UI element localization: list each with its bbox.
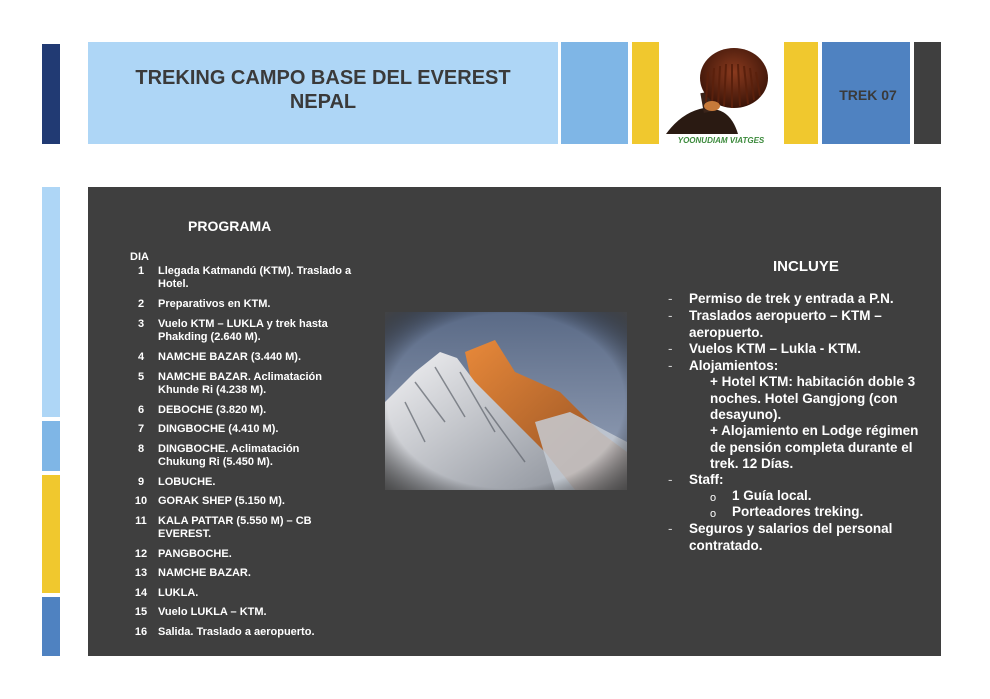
- day-text: NAMCHE BAZAR. Aclimatación Khunde Ri (4.238 M).: [158, 371, 322, 396]
- day-number: 2: [137, 298, 145, 310]
- incluye-aloj-lodge: + Alojamiento en Lodge régimen de pensión completa durante el trek. 12 Días.: [710, 423, 919, 471]
- left-bar-blue: [42, 597, 60, 656]
- logo: [662, 42, 780, 146]
- day-number: 14: [134, 587, 148, 599]
- day-text: DINGBOCHE. Aclimatación Chukung Ri (5.450 M).: [158, 443, 300, 468]
- day-number: 6: [137, 404, 145, 416]
- day-text: Vuelo KTM – LUKLA y trek hasta Phakding (2.640 M).: [158, 318, 328, 343]
- day-number: 8: [137, 443, 145, 455]
- left-bar-mid-blue: [42, 421, 60, 471]
- left-bar-yellow: [42, 475, 60, 593]
- day-text: PANGBOCHE.: [158, 548, 232, 560]
- programa-title: PROGRAMA: [188, 218, 272, 234]
- day-number: 4: [137, 351, 145, 363]
- logo-text: YOONUDIAM VIATGES: [677, 136, 765, 145]
- dash-marker: -: [668, 341, 673, 356]
- incluye-staff-guia: 1 Guía local.: [732, 488, 812, 503]
- day-number: 12: [134, 548, 148, 560]
- day-text: Salida. Traslado a aeropuerto.: [158, 626, 315, 638]
- day-text: NAMCHE BAZAR.: [158, 567, 251, 579]
- bullet-marker: o: [710, 508, 717, 520]
- day-text: GORAK SHEP (5.150 M).: [158, 495, 285, 507]
- title-line-2: NEPAL: [289, 91, 357, 113]
- incluye-permiso: Permiso de trek y entrada a P.N.: [689, 291, 894, 306]
- incluye-title: INCLUYE: [773, 258, 839, 275]
- everest-photo: [385, 312, 627, 490]
- day-text: Vuelo LUKLA – KTM.: [158, 606, 267, 618]
- incluye-list: [662, 291, 937, 561]
- day-text: KALA PATTAR (5.550 M) – CB EVEREST.: [158, 515, 312, 540]
- incluye-traslados: Traslados aeropuerto – KTM – aeropuerto.: [689, 308, 882, 340]
- title-line-1: TREKING CAMPO BASE DEL EVEREST: [135, 67, 511, 89]
- day-text: LUKLA.: [158, 587, 199, 599]
- dia-label: DIA: [130, 251, 149, 263]
- day-number: 10: [134, 495, 148, 507]
- dash-marker: -: [668, 308, 673, 323]
- header-bar-yellow-2: [784, 42, 818, 144]
- incluye-seguros: Seguros y salarios del personal contratado.: [689, 521, 893, 553]
- header-bar-mid-blue: [561, 42, 628, 144]
- day-number: 1: [137, 265, 145, 277]
- day-text: Llegada Katmandú (KTM). Traslado a Hotel.: [158, 265, 352, 290]
- day-number: 16: [134, 626, 148, 638]
- header-bar-dark: [914, 42, 941, 144]
- day-number: 11: [135, 515, 147, 527]
- day-number: 9: [137, 476, 145, 488]
- incluye-aloj-hotel: + Hotel KTM: habitación doble 3 noches. Hotel Gangjong (con desayuno).: [710, 374, 916, 422]
- day-number: 13: [134, 567, 148, 579]
- day-text: DEBOCHE (3.820 M).: [158, 404, 267, 416]
- day-text: DINGBOCHE (4.410 M).: [158, 423, 279, 435]
- dash-marker: -: [668, 358, 673, 373]
- day-number: 5: [137, 371, 145, 383]
- day-number: 3: [137, 318, 145, 330]
- day-number: 15: [134, 606, 148, 618]
- left-bar-navy: [42, 44, 60, 144]
- header-bar-yellow: [632, 42, 659, 144]
- day-text: Preparativos en KTM.: [158, 298, 271, 310]
- portrait-logo-image: [662, 42, 780, 146]
- day-text: LOBUCHE.: [158, 476, 216, 488]
- itinerary-list: [131, 0, 371, 660]
- dash-marker: -: [668, 472, 673, 487]
- bullet-marker: o: [710, 492, 717, 504]
- dash-marker: -: [668, 291, 673, 306]
- day-text: NAMCHE BAZAR (3.440 M).: [158, 351, 302, 363]
- incluye-staff-porteadores: Porteadores treking.: [732, 504, 864, 519]
- left-bar-light-blue: [42, 187, 60, 417]
- trek-label: TREK 07: [839, 87, 897, 103]
- incluye-staff: Staff:: [689, 472, 724, 487]
- incluye-alojamientos: Alojamientos:: [689, 358, 779, 373]
- incluye-vuelos: Vuelos KTM – Lukla - KTM.: [689, 341, 862, 356]
- dash-marker: -: [668, 521, 673, 536]
- day-number: 7: [137, 423, 145, 435]
